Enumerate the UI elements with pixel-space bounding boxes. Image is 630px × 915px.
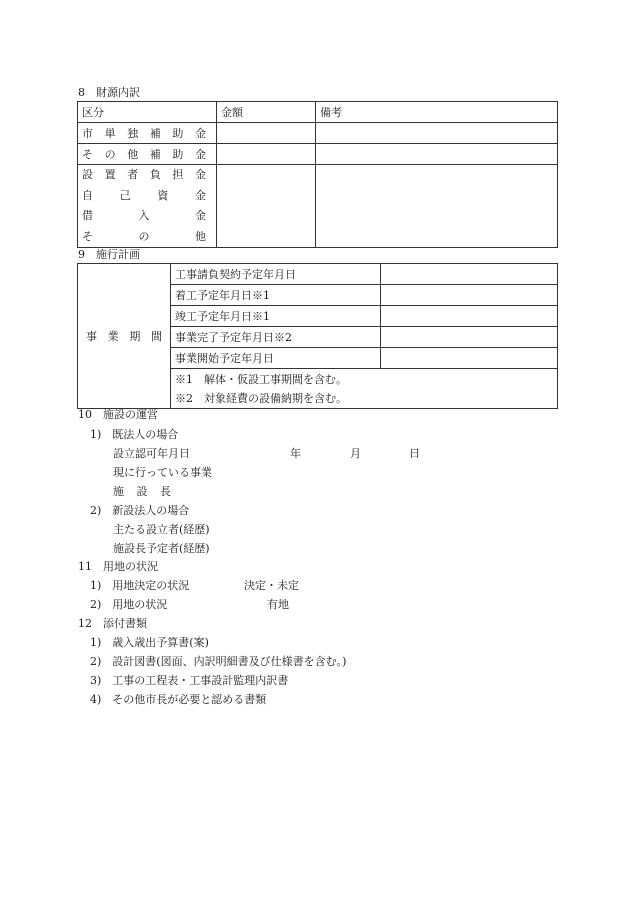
char: 金	[194, 168, 206, 181]
header-category: 区分	[78, 102, 217, 123]
char: の	[138, 229, 150, 243]
char: 金	[194, 127, 206, 140]
row-borrowing	[82, 206, 206, 227]
land-decision-label: 1) 用地決定の状況	[90, 579, 190, 592]
year-label: 年	[290, 447, 301, 460]
facility-director-label	[113, 485, 171, 499]
schedule-note: ※2 対象経費の設備納期を含む。	[171, 389, 558, 409]
char: 金	[194, 148, 206, 161]
char: 期	[129, 330, 141, 343]
char: 者	[127, 168, 139, 181]
char: 補	[149, 148, 161, 161]
remarks-cell	[316, 123, 558, 144]
attachment-item: 4) その他市長が必要と認める書類	[90, 693, 267, 706]
char: 金	[195, 209, 206, 222]
section-11-heading: 11 用地の状況	[78, 560, 158, 573]
char: 助	[172, 148, 184, 161]
char: 置	[104, 168, 116, 181]
schedule-value	[381, 306, 558, 327]
section-8-heading: 8 財源内訳	[78, 86, 140, 99]
row-burden-group	[78, 165, 217, 248]
char: 独	[127, 127, 139, 140]
row-city-subsidy	[78, 123, 217, 144]
char: 他	[127, 148, 139, 161]
existing-corp-subheading: 1) 既法人の場合	[90, 428, 179, 441]
schedule-note: ※1 解体・仮設工事期間を含む。	[171, 369, 558, 389]
schedule-value	[381, 327, 558, 348]
director-plan-label: 施設長予定者(経歴)	[113, 542, 210, 555]
char: 補	[149, 127, 161, 140]
char: 担	[172, 168, 184, 181]
land-decision-value: 決定・未定	[244, 579, 299, 592]
section-9-heading: 9 施行計画	[78, 248, 140, 261]
land-status-label: 2) 用地の状況	[90, 598, 168, 611]
schedule-value	[381, 264, 558, 285]
char: 市	[82, 127, 93, 140]
amount-cell	[217, 144, 316, 165]
char: の	[104, 148, 116, 161]
amount-cell	[217, 123, 316, 144]
header-amount: 金額	[217, 102, 316, 123]
char: 事	[86, 330, 97, 343]
remarks-cell	[316, 165, 558, 248]
schedule-item: 竣工予定年月日※1	[171, 306, 381, 327]
attachment-item: 1) 歳入歳出予算書(案)	[90, 636, 209, 649]
char: 己	[119, 188, 131, 202]
schedule-value	[381, 285, 558, 306]
char: そ	[82, 229, 93, 243]
row-own-funds	[82, 186, 206, 207]
current-business-label: 現に行っている事業	[113, 466, 212, 479]
schedule-item: 事業完了予定年月日※2	[171, 327, 381, 348]
char: 設	[136, 485, 148, 498]
attachment-item: 3) 工事の工程表・工事設計監理内訳書	[90, 674, 289, 687]
row-other	[82, 227, 206, 248]
schedule-item: 事業開始予定年月日	[171, 348, 381, 369]
establishment-date-label: 設立認可年月日	[113, 447, 190, 460]
char: そ	[82, 148, 93, 161]
new-corp-subheading: 2) 新設法人の場合	[90, 504, 190, 517]
char: 資	[157, 188, 169, 202]
schedule-item: 工事請負契約予定年月日	[171, 264, 381, 285]
char: 業	[107, 330, 119, 343]
land-status-value: 有地	[267, 598, 289, 611]
char: 単	[104, 127, 116, 140]
char: 間	[150, 330, 162, 343]
char: 他	[195, 229, 206, 243]
section-12-heading: 12 添付書類	[78, 617, 147, 630]
schedule-table	[77, 263, 558, 409]
char: 借	[82, 209, 93, 222]
funding-table	[77, 101, 558, 248]
schedule-item: 着工予定年月日※1	[171, 285, 381, 306]
char: 入	[138, 209, 150, 222]
schedule-value	[381, 348, 558, 369]
row-other-subsidy	[78, 144, 217, 165]
remarks-cell	[316, 144, 558, 165]
founder-label: 主たる設立者(経歴)	[113, 523, 210, 536]
char: 長	[160, 485, 171, 498]
char: 施	[113, 485, 124, 498]
month-label: 月	[350, 447, 361, 460]
amount-cell	[217, 165, 316, 248]
char: 金	[194, 188, 206, 202]
day-label: 日	[409, 447, 420, 460]
char: 負	[149, 168, 161, 181]
char: 助	[172, 127, 184, 140]
char: 自	[82, 188, 93, 202]
attachment-item: 2) 設計図書(図面、内訳明細書及び仕様書を含む。)	[90, 655, 347, 668]
project-period-label	[78, 264, 171, 409]
section-10-heading: 10 施設の運営	[78, 408, 158, 421]
header-remarks: 備考	[316, 102, 558, 123]
row-installer-burden	[82, 165, 206, 186]
char: 設	[82, 168, 93, 181]
